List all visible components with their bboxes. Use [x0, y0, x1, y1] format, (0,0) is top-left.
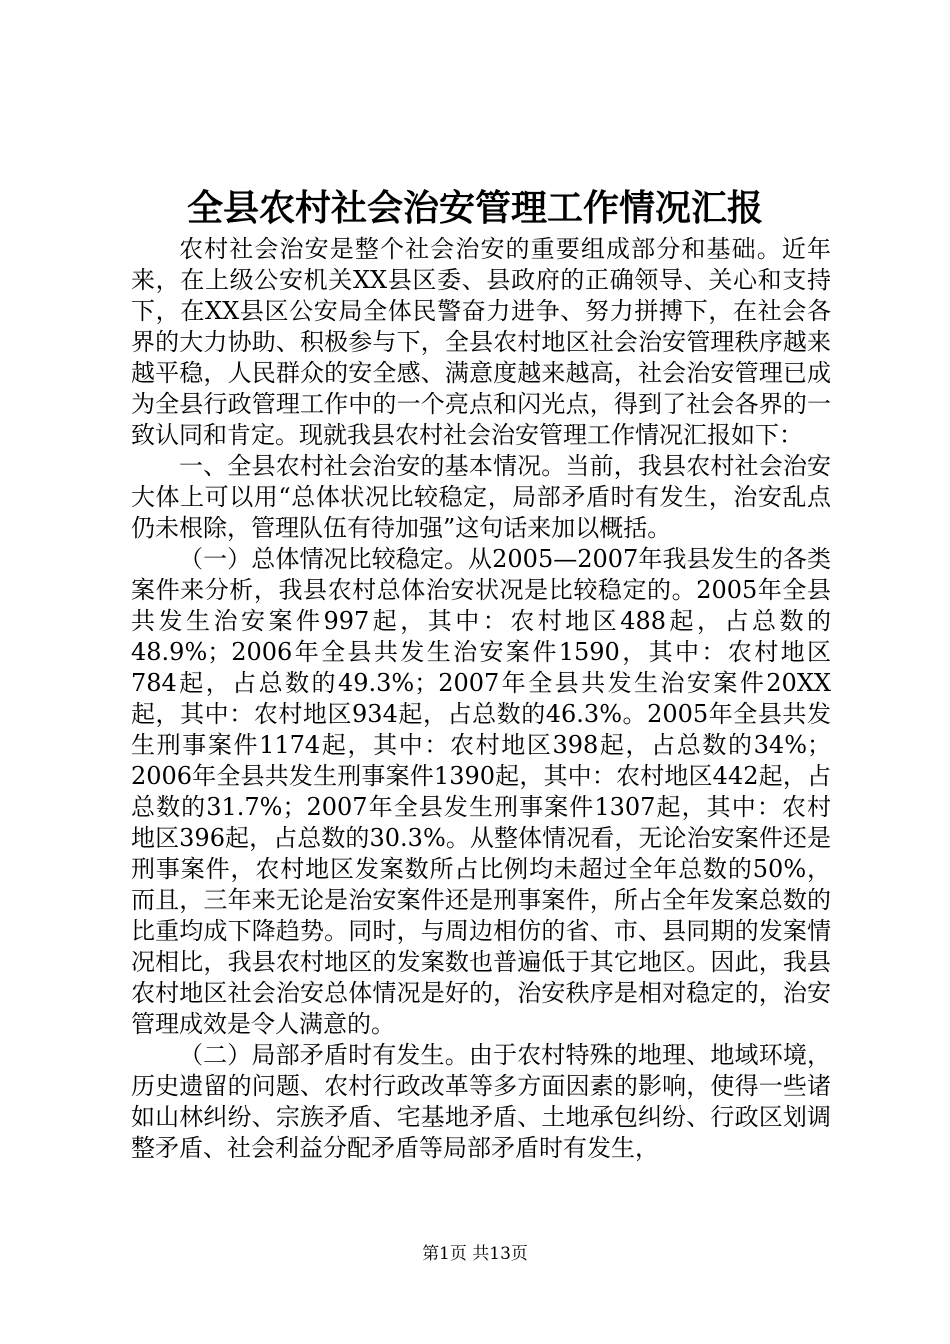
paragraph-section-1: 一、全县农村社会治安的基本情况。当前，我县农村社会治安大体上可以用“总体状况比较稳定，局部矛盾时有发生，治安乱点仍未根除，管理队伍有待加强”这句话来加以概括。 [131, 452, 831, 542]
page-footer: 第1页 共13页 [422, 1244, 528, 1264]
document-title: 全县农村社会治安管理工作情况汇报 [186, 187, 763, 229]
paragraph-subsection-2: （二）局部矛盾时有发生。由于农村特殊的地理、地域环境，历史遗留的问题、农村行政改革等多方面因素的影响，使得一些诸如山林纠纷、宗族矛盾、宅基地矛盾、土地承包纠纷、行政区划调整矛盾、社会利益分配矛盾等局部矛盾时有发生， [131, 1041, 831, 1162]
document-body [131, 234, 831, 1164]
paragraph-intro: 农村社会治安是整个社会治安的重要组成部分和基础。近年来，在上级公安机关XX县区委、县政府的正确领导、关心和支持下，在XX县区公安局全体民警奋力进争、努力拼搏下，在社会各界的大力协助、积极参与下，全县农村地区社会治安管理秩序越来越平稳，人民群众的安全感、满意度越来越高，社会治安管理已成为全县行政管理工作中的一个亮点和闪光点，得到了社会各界的一致认同和肯定。现就我县农村社会治安管理工作情况汇报如下： [131, 235, 831, 449]
paragraph-subsection-1: （一）总体情况比较稳定。从2005—2007年我县发生的各类案件来分析，我县农村总体治安状况是比较稳定的。2005年全县共发生治安案件997起，其中：农村地区488起，占总数的48.9%；2006年全县共发生治安案件1590，其中：农村地区784起，占总数的49.3%；2007年全县共发生治安案件20XX起，其中：农村地区934起，占总数的46.3%。2005年全县共发生刑事案件1174起，其中：农村地区398起，占总数的34%；2006年全县共发生刑事案件1390起，其中：农村地区442起，占总数的31.7%；2007年全县发生刑事案件1307起，其中：农村地区396起，占总数的30.3%。从整体情况看，无论治安案件还是刑事案件，农村地区发案数所占比例均未超过全年总数的50%，而且，三年来无论是治安案件还是刑事案件，所占全年发案总数的比重均成下降趋势。同时，与周边相仿的省、市、县同期的发案情况相比，我县农村地区的发案数也普遍低于其它地区。因此，我县农村地区社会治安总体情况是好的，治安秩序是相对稳定的，治安管理成效是令人满意的。 [131, 545, 831, 1038]
